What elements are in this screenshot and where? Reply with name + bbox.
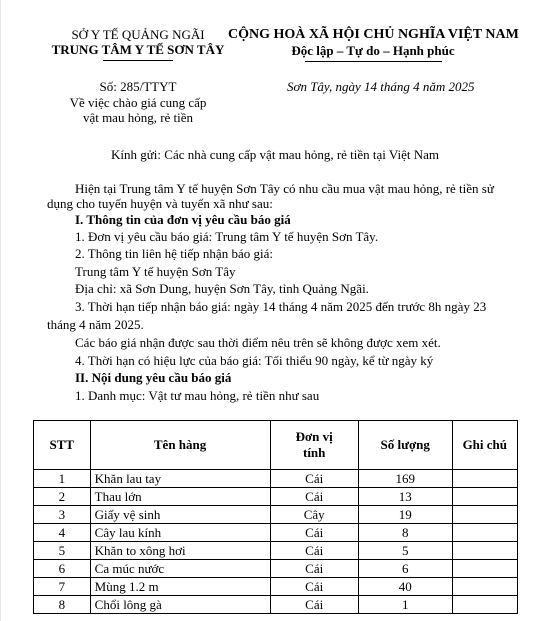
cell-note [452, 542, 517, 560]
table-row [34, 578, 518, 596]
center-name: TRUNG TÂM Y TẾ SƠN TÂY [51, 42, 225, 57]
cell-qty: 40 [358, 578, 452, 596]
cell-name: Ca múc nước [90, 560, 270, 578]
cell-stt: 8 [34, 596, 91, 614]
cell-stt: 6 [34, 560, 91, 578]
cell-unit: Cây [270, 506, 358, 524]
cell-unit: Cái [270, 470, 358, 488]
subject-line-2: vật mau hỏng, rẻ tiền [82, 110, 194, 125]
cell-stt: 5 [34, 542, 91, 560]
cell-name: Cây lau kính [90, 524, 270, 542]
cell-note [452, 524, 517, 542]
cell-unit: Cái [270, 560, 358, 578]
item-2: 2. Thông tin liên hệ tiếp nhận báo giá: [75, 246, 273, 261]
item-4: 4. Thời hạn có hiệu lực của báo giá: Tối thiểu 90 ngày, kể từ ngày ký [75, 353, 434, 368]
section-2-title: II. Nội dung yêu cầu báo giá [75, 370, 232, 385]
intro-line-2: dụng cho tuyến huyện và tuyến xã như sau: [47, 196, 273, 211]
header-left-underline [103, 60, 173, 61]
left-page-edge [0, 0, 1, 621]
cell-unit: Cái [270, 524, 358, 542]
header-stt: STT [34, 421, 91, 470]
recipient-line: Kính gửi: Các nhà cung cấp vật mau hỏng, rẻ tiền tại Việt Nam [111, 147, 440, 162]
place-date: Sơn Tây, ngày 14 tháng 4 năm 2025 [287, 79, 475, 94]
cell-note [452, 488, 517, 506]
nation-motto: Độc lập – Tự do – Hạnh phúc [291, 43, 455, 58]
cell-name: Chổi lông gà [90, 596, 270, 614]
header-unit-line-2: tính [302, 445, 326, 460]
cell-name: Giấy vệ sinh [90, 506, 270, 524]
subject-line-1: Về việc chào giá cung cấp [69, 95, 207, 110]
items-table [33, 420, 518, 614]
cell-unit: Cái [270, 596, 358, 614]
cell-stt: 1 [34, 470, 91, 488]
cell-name: Mùng 1.2 m [90, 578, 270, 596]
header-unit-line-1: Đơn vị [295, 429, 333, 444]
header-name: Tên hàng [90, 421, 270, 470]
cell-note [452, 596, 517, 614]
document-number: Số: 285/TTYT [99, 79, 177, 94]
cell-unit: Cái [270, 578, 358, 596]
cell-qty: 5 [358, 542, 452, 560]
cell-qty: 1 [358, 596, 452, 614]
table-row [34, 488, 518, 506]
header-note: Ghi chú [452, 421, 517, 470]
cell-stt: 4 [34, 524, 91, 542]
cell-note [452, 470, 517, 488]
cell-qty: 6 [358, 560, 452, 578]
header-unit [270, 421, 358, 470]
ministry-name: SỞ Y TẾ QUẢNG NGÃI [71, 27, 205, 42]
cell-unit: Cái [270, 488, 358, 506]
list-intro: 1. Danh mục: Vật tư mau hỏng, rẻ tiền như sau [75, 388, 320, 403]
cell-stt: 2 [34, 488, 91, 506]
cell-name: Thau lớn [90, 488, 270, 506]
table-row [34, 542, 518, 560]
cell-name: Khăn lau tay [90, 470, 270, 488]
contact-name: Trung tâm Y tế huyện Sơn Tây [75, 264, 236, 279]
cell-stt: 3 [34, 506, 91, 524]
section-1-title: I. Thông tin của đơn vị yêu cầu báo giá [75, 212, 291, 227]
table-row [34, 560, 518, 578]
late-submission-note: Các báo giá nhận được sau thời điểm nêu trên sẽ không được xem xét. [75, 335, 441, 350]
table-row [34, 506, 518, 524]
cell-unit: Cái [270, 542, 358, 560]
cell-note [452, 578, 517, 596]
header-right-underline [305, 61, 442, 62]
item-3-line-1: 3. Thời hạn tiếp nhận báo giá: ngày 14 tháng 4 năm 2025 đến trước 8h ngày 23 [75, 299, 487, 314]
header-qty: Số lượng [358, 421, 452, 470]
table-row [34, 470, 518, 488]
contact-address: Địa chỉ: xã Sơn Dung, huyện Sơn Tây, tỉnh Quảng Ngãi. [75, 281, 369, 296]
cell-name: Khăn to xông hơi [90, 542, 270, 560]
cell-note [452, 560, 517, 578]
table-row [34, 524, 518, 542]
intro-line-1: Hiện tại Trung tâm Y tế huyện Sơn Tây có nhu cầu mua vật mau hỏng, rẻ tiền sử [75, 181, 494, 196]
table-row [34, 596, 518, 614]
cell-note [452, 506, 517, 524]
cell-stt: 7 [34, 578, 91, 596]
item-3-line-2: tháng 4 năm 2025. [47, 317, 144, 332]
nation-title: CỘNG HOÀ XÃ HỘI CHỦ NGHĨA VIỆT NAM [228, 27, 519, 42]
cell-qty: 169 [358, 470, 452, 488]
cell-qty: 19 [358, 506, 452, 524]
item-1: 1. Đơn vị yêu cầu báo giá: Trung tâm Y tế huyện Sơn Tây. [75, 229, 379, 244]
cell-qty: 8 [358, 524, 452, 542]
cell-qty: 13 [358, 488, 452, 506]
table-header-row [34, 421, 518, 470]
